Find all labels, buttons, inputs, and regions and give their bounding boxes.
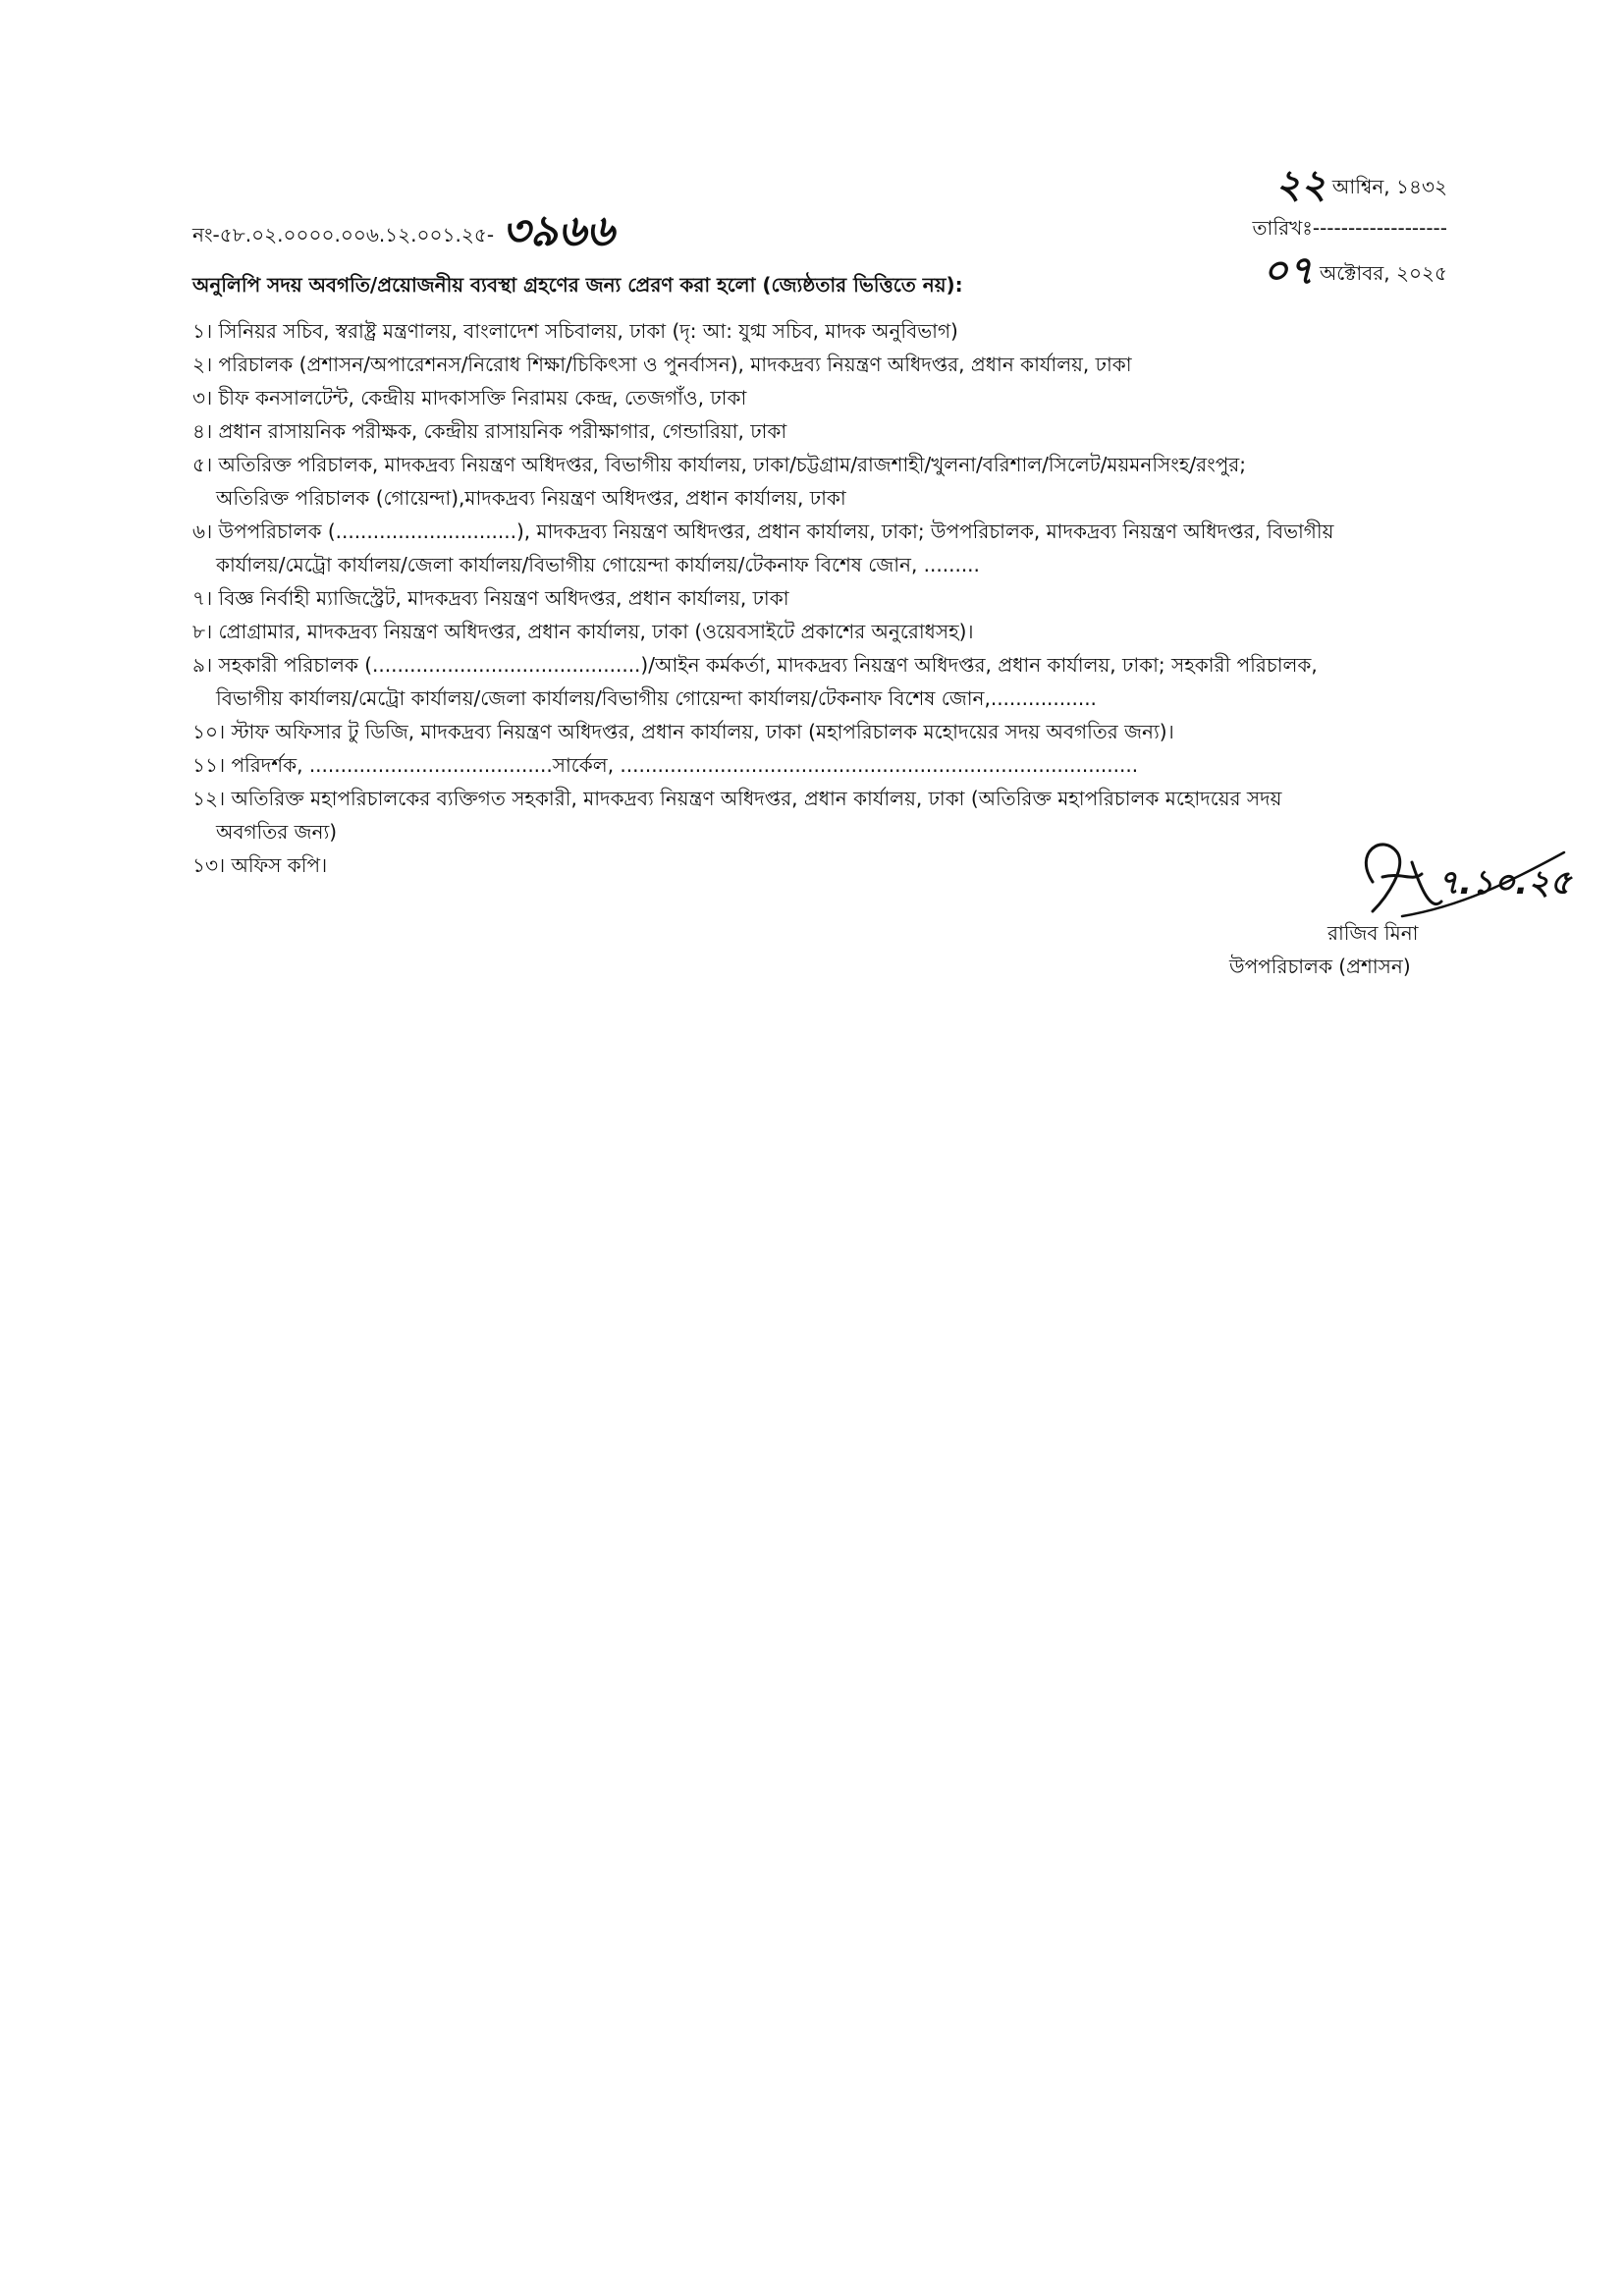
recipient-number: ১৩। [192,853,226,877]
recipient-line: প্রোগ্রামার, মাদকদ্রব্য নিয়ন্ত্রণ অধিদপ্তর, প্রধান কার্যালয়, ঢাকা (ওয়েবসাইটে প্রকাশের অনুরোধসহ)। [218,620,974,643]
recipient-line: বিভাগীয় কার্যালয়/মেট্রো কার্যালয়/জেলা কার্যালয়/বিভাগীয় গোয়েন্দা কার্যালয়/টেকনাফ বিশেষ জোন,................. [216,686,1097,710]
recipient-number: ২। [192,353,213,376]
recipient-number: ৮। [192,620,213,643]
recipient-line: অফিস কপি। [231,853,328,877]
recipient-number: ৬। [192,519,213,543]
recipient-item [192,748,1449,782]
recipient-line: অবগতির জন্য) [216,820,338,844]
date-bengali-month-year: আশ্বিন, ১৪৩২ [1331,175,1447,198]
memo-number [192,198,614,270]
recipient-line: অতিরিক্ত পরিচালক, মাদকদ্রব্য নিয়ন্ত্রণ অধিদপ্তর, বিভাগীয় কার্যালয়, ঢাকা/চট্টগ্রাম/রাজশাহী/খুলনা/বরিশাল/সিলেট/ময়মনসিংহ/রংপুর; [218,453,1247,476]
signatory-name: রাজিব মিনা [1327,921,1419,945]
signature-date: ৭.১০.২৫ [1437,863,1572,902]
recipient-item [192,381,1449,414]
recipient-item [192,448,1449,515]
recipient-item [192,848,1449,882]
recipient-number: ৫। [192,453,213,476]
recipient-line: প্রধান রাসায়নিক পরীক্ষক, কেন্দ্রীয় রাসায়নিক পরীক্ষাগার, গেন্ডারিয়া, ঢাকা [218,419,787,443]
recipient-item [192,414,1449,448]
recipient-line: বিজ্ঞ নির্বাহী ম্যাজিস্ট্রেট, মাদকদ্রব্য নিয়ন্ত্রণ অধিদপ্তর, প্রধান কার্যালয়, ঢাকা [218,586,789,610]
memo-number-handwritten: ৩৯৬৬ [502,206,615,256]
recipient-item [192,515,1449,581]
date-label: তারিখঃ------------------- [1252,216,1447,240]
memo-number-prefix: নং-৫৮.০২.০০০০.০০৬.১২.০০১.২৫- [192,223,495,246]
recipient-item [192,581,1449,615]
recipient-line: অতিরিক্ত মহাপরিচালকের ব্যক্তিগত সহকারী, মাদকদ্রব্য নিয়ন্ত্রণ অধিদপ্তর, প্রধান কার্যালয়, ঢাকা (অতিরিক্ত মহাপরিচালক মহোদয়ের সদয় [231,787,1282,810]
date-bengali [1253,162,1447,207]
recipient-item [192,348,1449,381]
recipient-item [192,648,1449,715]
recipient-number: ১০। [192,720,226,743]
recipient-number: ৩। [192,386,213,410]
recipient-line: পরিদর্শক, .......................................সার্কেল, ................................................................................... [231,753,1139,777]
signatory-title: উপপরিচালক (প্রশাসন) [1229,955,1411,978]
recipient-item [192,782,1449,848]
recipient-line: সহকারী পরিচালক (...........................................)/আইন কর্মকর্তা, মাদকদ্রব্য নিয়ন্ত্রণ অধিদপ্তর, প্রধান কার্যালয়, ঢাকা; সহকারী পরিচালক, [218,653,1318,677]
recipient-number: ৭। [192,586,213,610]
recipient-line: অতিরিক্ত পরিচালক (গোয়েন্দা),মাদকদ্রব্য নিয়ন্ত্রণ অধিদপ্তর, প্রধান কার্যালয়, ঢাকা [216,486,846,510]
recipient-item [192,715,1449,748]
recipient-number: ৯। [192,653,213,677]
recipient-number: ৪। [192,419,213,443]
handwritten-signature [1343,823,1579,931]
recipient-line: চীফ কনসালটেন্ট, কেন্দ্রীয় মাদকাসক্তি নিরাময় কেন্দ্র, তেজগাঁও, ঢাকা [218,386,747,410]
date-gregorian-day: ০৭ [1262,248,1314,294]
recipient-number: ১২। [192,787,226,810]
recipient-item [192,615,1449,648]
date-bengali-day: ২২ [1274,162,1326,207]
distribution-intro: অনুলিপি সদয় অবগতি/প্রয়োজনীয় ব্যবস্থা গ্রহণের জন্য প্রেরণ করা হলো (জ্যেষ্ঠতার ভিত্তিতে নয়): [192,273,963,297]
recipient-line: পরিচালক (প্রশাসন/অপারেশনস/নিরোধ শিক্ষা/চিকিৎসা ও পুনর্বাসন), মাদকদ্রব্য নিয়ন্ত্রণ অধিদপ্তর, প্রধান কার্যালয়, ঢাকা [218,353,1132,376]
recipient-line: স্টাফ অফিসার টু ডিজি, মাদকদ্রব্য নিয়ন্ত্রণ অধিদপ্তর, প্রধান কার্যালয়, ঢাকা (মহাপরিচালক মহোদয়ের সদয় অবগতির জন্য)। [231,720,1174,743]
recipient-list [192,314,1449,882]
recipient-number: ১১। [192,753,226,777]
recipient-number: ১। [192,319,213,343]
date-gregorian-month-year: অক্টোবর, ২০২৫ [1319,261,1447,285]
recipient-line: উপপরিচালক (.............................), মাদকদ্রব্য নিয়ন্ত্রণ অধিদপ্তর, প্রধান কার্যালয়, ঢাকা; উপপরিচালক, মাদকদ্রব্য নিয়ন্ত্রণ অধিদপ্তর, বিভাগীয় [218,519,1334,543]
recipient-line: সিনিয়র সচিব, স্বরাষ্ট্র মন্ত্রণালয়, বাংলাদেশ সচিবালয়, ঢাকা (দৃ: আ: যুগ্ম সচিব, মাদক অনুবিভাগ) [218,319,958,343]
recipient-item [192,314,1449,348]
recipient-line: কার্যালয়/মেট্রো কার্যালয়/জেলা কার্যালয়/বিভাগীয় গোয়েন্দা কার্যালয়/টেকনাফ বিশেষ জোন, ......... [216,553,980,576]
